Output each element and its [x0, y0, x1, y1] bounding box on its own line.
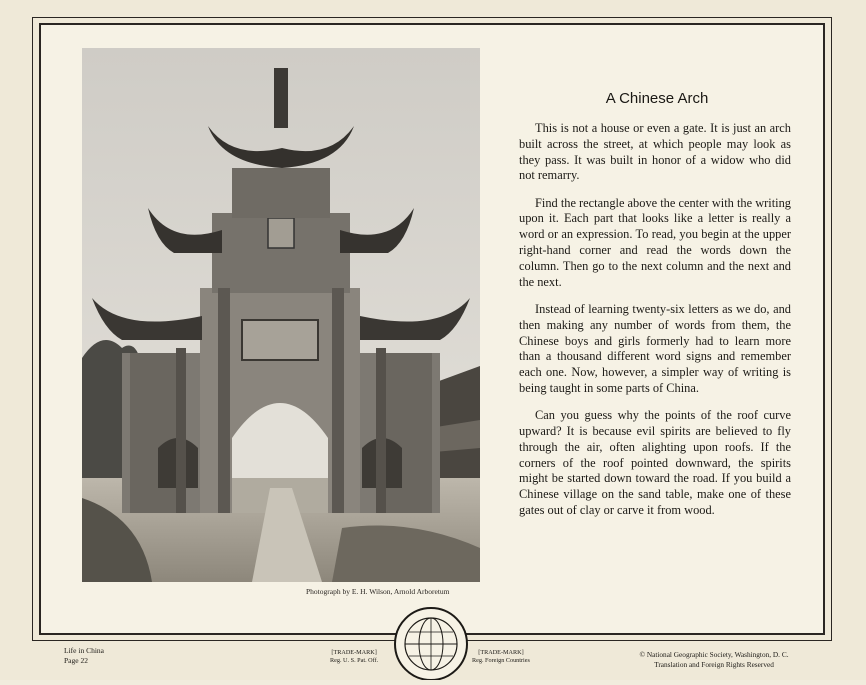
- arch-photograph: [82, 48, 480, 582]
- trademark-left-registration: Reg. U. S. Pat. Off.: [330, 657, 379, 664]
- copyright-line: © National Geographic Society, Washington, D. C.: [639, 650, 789, 659]
- page-number: Page 22: [64, 656, 88, 665]
- paragraph-2: Find the rectangle above the center with the writing upon it. Each part that looks like a letter is really a word or an expression. To read, you begin at the upper right-hand corner and read the words down the column. Then go to the next column and the next and the next.: [519, 195, 791, 289]
- footer-copyright: [604, 650, 824, 670]
- national-geographic-seal-logo: [389, 604, 473, 680]
- rights-line: Translation and Foreign Rights Reserved: [654, 660, 774, 669]
- trademark-right-registration: Reg. Foreign Countries: [472, 657, 530, 664]
- series-title: Life in China: [64, 646, 104, 655]
- page-title: A Chinese Arch: [605, 90, 709, 107]
- trademark-right-label: [TRADE-MARK]: [478, 649, 524, 656]
- body-text: [519, 121, 791, 530]
- trademark-left: [330, 649, 378, 665]
- paragraph-1: This is not a house or even a gate. It is just an arch built across the street, at which people may look as they pass. It was built in honor of a widow who did not remarry.: [519, 121, 791, 183]
- footer-series-info: [64, 646, 104, 666]
- trademark-left-label: [TRADE-MARK]: [331, 649, 377, 656]
- photo-caption: Photograph by E. H. Wilson, Arnold Arboretum: [306, 587, 450, 596]
- paragraph-3: Instead of learning twenty-six letters as we do, and then making any number of words from them, the Chinese boys and girls formerly had to learn more than a thousand different word signs and remember each one. Now, however, a simpler way of writing is being taught in some parts of China.: [519, 301, 791, 395]
- paragraph-4: Can you guess why the points of the roof curve upward? It is because evil spirits are believed to fly through the air, often alighting upon roofs. If the corners of the roof pointed downward, the spirits might be started down toward the road. If you build a Chinese village on the sand table, make one of these gates out of clay or carve it from wood.: [519, 408, 791, 518]
- trademark-right: [472, 649, 530, 665]
